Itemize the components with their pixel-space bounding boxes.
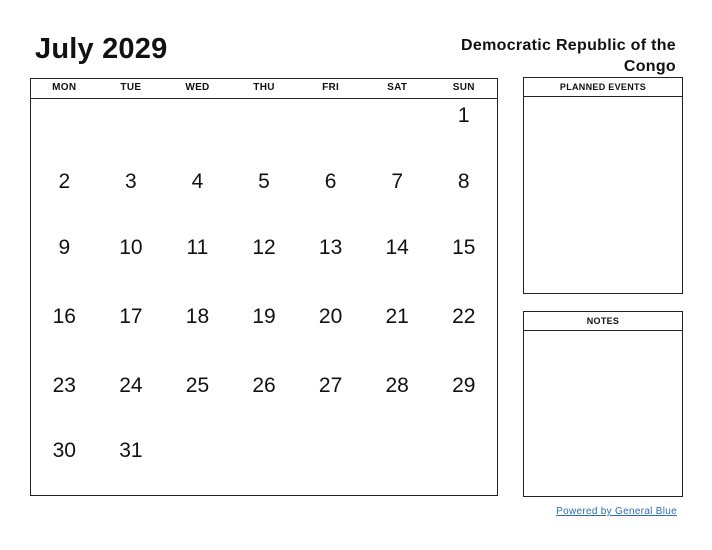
week-row xyxy=(31,170,497,194)
week-row xyxy=(31,305,497,329)
week-row xyxy=(31,439,497,463)
day-number: 16 xyxy=(52,305,76,328)
day-number: 21 xyxy=(385,305,409,328)
weekday-wed: WED xyxy=(185,82,210,93)
weekday-fri: FRI xyxy=(322,82,340,93)
empty-day-cell xyxy=(164,104,231,128)
empty-day-cell xyxy=(297,104,364,128)
empty-day-cell xyxy=(364,439,431,463)
weekday-tue: TUE xyxy=(120,82,142,93)
empty-day-cell xyxy=(231,104,298,128)
day-number: 7 xyxy=(391,170,404,193)
day-number: 29 xyxy=(452,374,476,397)
empty-day-cell xyxy=(297,439,364,463)
empty-day-cell xyxy=(164,439,231,463)
empty-day-cell xyxy=(430,439,497,463)
day-number: 3 xyxy=(125,170,137,193)
weekday-thu: THU xyxy=(253,82,275,93)
day-number: 9 xyxy=(58,236,71,259)
day-number: 26 xyxy=(252,374,276,397)
day-number: 27 xyxy=(318,374,343,397)
day-number: 10 xyxy=(119,236,143,259)
day-number: 13 xyxy=(318,236,343,259)
empty-day-cell xyxy=(364,104,431,128)
planned-events-heading: PLANNED EVENTS xyxy=(524,78,682,97)
day-number: 5 xyxy=(258,170,270,193)
weekday-mon: MON xyxy=(52,82,77,93)
week-row xyxy=(31,236,497,260)
empty-day-cell xyxy=(231,439,298,463)
day-number: 14 xyxy=(385,236,409,259)
week-row xyxy=(31,104,497,128)
day-number: 15 xyxy=(452,236,476,259)
day-number: 1 xyxy=(457,104,470,127)
day-number: 6 xyxy=(324,170,337,193)
planned-events-panel xyxy=(523,77,683,294)
calendar-grid xyxy=(30,78,498,496)
day-number: 2 xyxy=(58,170,71,193)
day-number: 8 xyxy=(457,170,470,193)
weekday-sun: SUN xyxy=(452,82,475,93)
week-row xyxy=(31,374,497,398)
day-number: 24 xyxy=(119,374,143,397)
day-number: 19 xyxy=(252,305,276,328)
country-name: Democratic Republic of the Congo xyxy=(461,37,676,75)
day-number: 25 xyxy=(185,374,210,397)
calendar-weeks xyxy=(31,98,497,495)
page-title: July 2029 xyxy=(35,33,168,65)
day-number: 17 xyxy=(119,305,143,328)
empty-day-cell xyxy=(31,104,98,128)
day-number: 20 xyxy=(318,305,343,328)
day-number: 23 xyxy=(52,374,76,397)
powered-by-link[interactable]: Powered by General Blue xyxy=(556,506,677,517)
day-number: 12 xyxy=(252,236,276,259)
day-number: 11 xyxy=(186,236,209,259)
day-number: 22 xyxy=(452,305,476,328)
notes-panel xyxy=(523,311,683,497)
weekday-sat: SAT xyxy=(387,82,408,93)
empty-day-cell xyxy=(98,104,165,128)
day-number: 31 xyxy=(119,439,143,462)
day-number: 4 xyxy=(191,170,204,193)
day-number: 18 xyxy=(185,305,210,328)
day-number: 30 xyxy=(52,439,76,462)
notes-heading: NOTES xyxy=(524,312,682,331)
weekday-header-row xyxy=(31,79,497,99)
day-number: 28 xyxy=(385,374,409,397)
